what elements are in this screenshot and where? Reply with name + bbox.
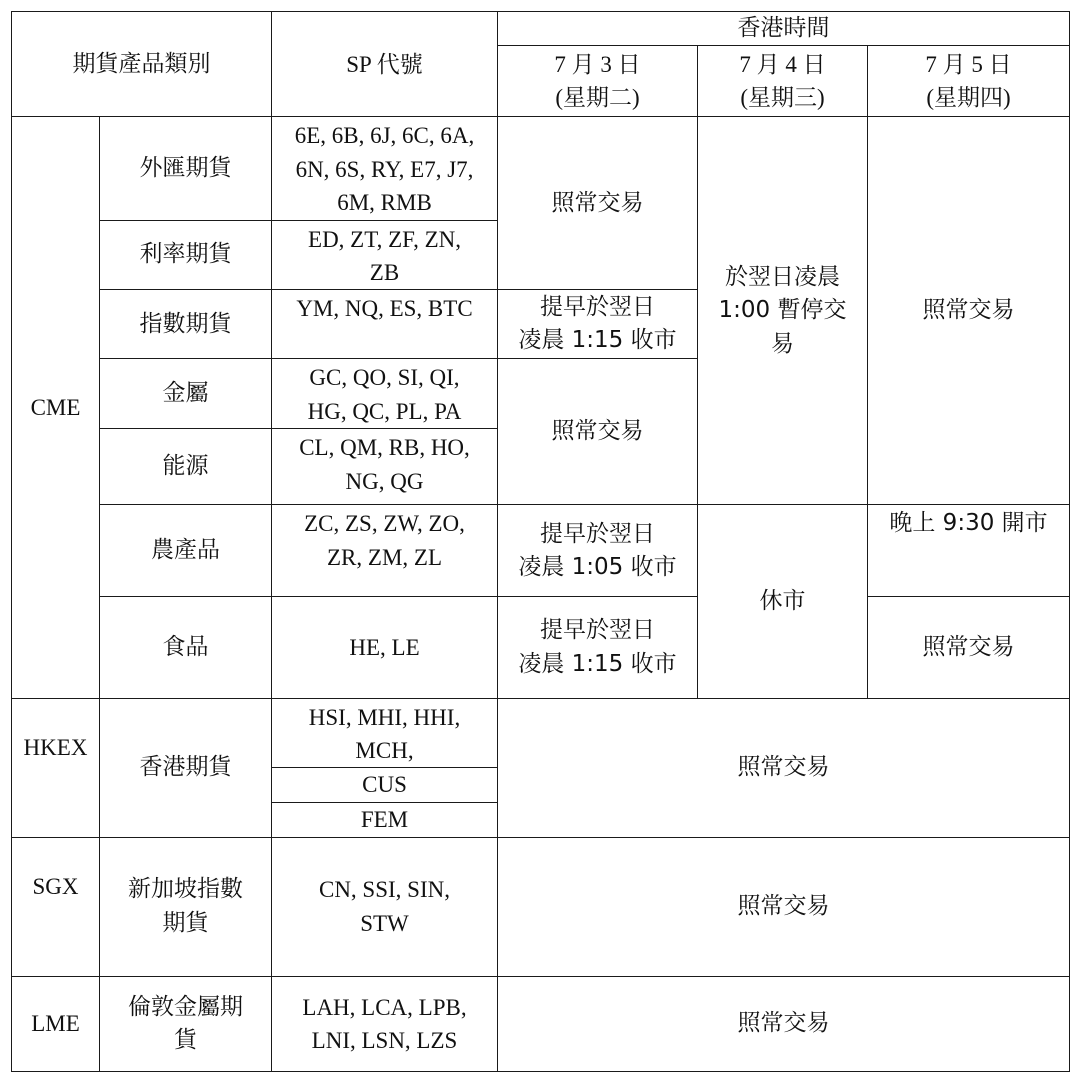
status-line: 提早於翌日 [540, 520, 655, 547]
codes-hk-futures-3: FEM [272, 802, 498, 837]
codes-line: ZC, ZS, ZW, ZO, [304, 511, 465, 537]
codes-line: CN, SSI, SIN, [318, 877, 450, 903]
header-sp-code: SP 代號 [272, 12, 498, 117]
status-d3-agri: 晚上 9:30 開市 [868, 505, 1070, 597]
header-date-1-weekday: (星期二) [555, 85, 640, 111]
header-date-3-weekday: (星期四) [926, 85, 1011, 111]
exchange-lme: LME [12, 976, 100, 1071]
codes-line: 6M, RMB [337, 190, 432, 216]
codes-line: ZR, ZM, ZL [327, 544, 442, 570]
header-category: 期貨產品類別 [12, 12, 272, 117]
exchange-sgx: SGX [12, 837, 100, 976]
header-hk-time: 香港時間 [498, 12, 1070, 46]
exchange-cme: CME [12, 117, 100, 698]
header-date-2-date: 7 月 4 日 [739, 52, 826, 78]
codes-line: LNI, LSN, LZS [311, 1027, 458, 1053]
codes-sgx [272, 837, 498, 976]
codes-line: HE, LE [349, 634, 420, 660]
status-line: 於翌日凌晨 [725, 263, 840, 290]
product-line: 倫敦金屬期 [128, 993, 243, 1020]
product-sgx-index-futures [100, 837, 272, 976]
status-d3-food: 照常交易 [868, 597, 1070, 698]
codes-line: CL, QM, RB, HO, [299, 435, 470, 461]
product-index-futures: 指數期貨 [100, 290, 272, 359]
header-date-3 [868, 46, 1070, 117]
codes-agri [272, 505, 498, 597]
codes-line: LAH, LCA, LPB, [302, 994, 467, 1020]
codes-line: ZB [369, 259, 400, 285]
header-date-1 [498, 46, 698, 117]
codes-line: 6N, 6S, RY, E7, J7, [295, 156, 474, 182]
product-line: 新加坡指數 [128, 876, 243, 903]
codes-hk-futures-1 [272, 698, 498, 768]
status-line: 凌晨 1:15 收市 [518, 650, 677, 677]
exchange-hkex: HKEX [12, 698, 100, 837]
product-metal: 金屬 [100, 359, 272, 429]
product-hk-futures: 香港期貨 [100, 698, 272, 837]
product-lme-metal-futures [100, 976, 272, 1071]
status-line: 1:00 暫停交 [718, 297, 847, 324]
status-d1-index [498, 290, 698, 359]
status-d2-lower: 休市 [698, 505, 868, 698]
status-sgx: 照常交易 [498, 837, 1070, 976]
status-d1-food [498, 597, 698, 698]
codes-line: STW [360, 910, 409, 936]
status-d3-upper: 照常交易 [868, 117, 1070, 505]
status-line: 提早於翌日 [540, 617, 655, 644]
header-date-2-weekday: (星期三) [740, 85, 825, 111]
codes-metal [272, 359, 498, 429]
product-line: 期貨 [162, 909, 209, 936]
product-energy: 能源 [100, 429, 272, 505]
product-fx-futures: 外匯期貨 [100, 117, 272, 220]
codes-line: 6E, 6B, 6J, 6C, 6A, [294, 123, 475, 149]
header-date-3-date: 7 月 5 日 [925, 52, 1012, 78]
codes-line: HG, QC, PL, PA [307, 398, 462, 424]
codes-line: NG, QG [345, 468, 424, 494]
codes-line: YM, NQ, ES, BTC [296, 296, 473, 322]
header-date-1-date: 7 月 3 日 [554, 52, 641, 78]
codes-food [272, 597, 498, 698]
codes-index-futures [272, 290, 498, 359]
codes-hk-futures-2: CUS [272, 768, 498, 802]
status-lme: 照常交易 [498, 976, 1070, 1071]
product-rate-futures: 利率期貨 [100, 220, 272, 290]
codes-rate-futures [272, 220, 498, 290]
status-line: 凌晨 1:05 收市 [518, 553, 677, 580]
status-d1-fx-rate: 照常交易 [498, 117, 698, 290]
codes-line: ED, ZT, ZF, ZN, [308, 226, 461, 252]
status-d2-upper [698, 117, 868, 505]
status-line: 易 [771, 330, 794, 357]
codes-line: GC, QO, SI, QI, [309, 365, 460, 391]
product-line: 貨 [174, 1026, 197, 1053]
header-date-2 [698, 46, 868, 117]
codes-line: MCH, [355, 737, 414, 763]
codes-line: HSI, MHI, HHI, [308, 704, 461, 730]
codes-lme [272, 976, 498, 1071]
codes-energy [272, 429, 498, 505]
codes-fx-futures [272, 117, 498, 220]
status-hkex: 照常交易 [498, 698, 1070, 837]
status-line: 提早於翌日 [540, 293, 655, 320]
product-agri: 農產品 [100, 505, 272, 597]
product-food: 食品 [100, 597, 272, 698]
status-line: 凌晨 1:15 收市 [518, 327, 677, 354]
status-d1-agri [498, 505, 698, 597]
status-d1-metal-energy: 照常交易 [498, 359, 698, 505]
holiday-trading-schedule-table [11, 11, 1070, 1072]
